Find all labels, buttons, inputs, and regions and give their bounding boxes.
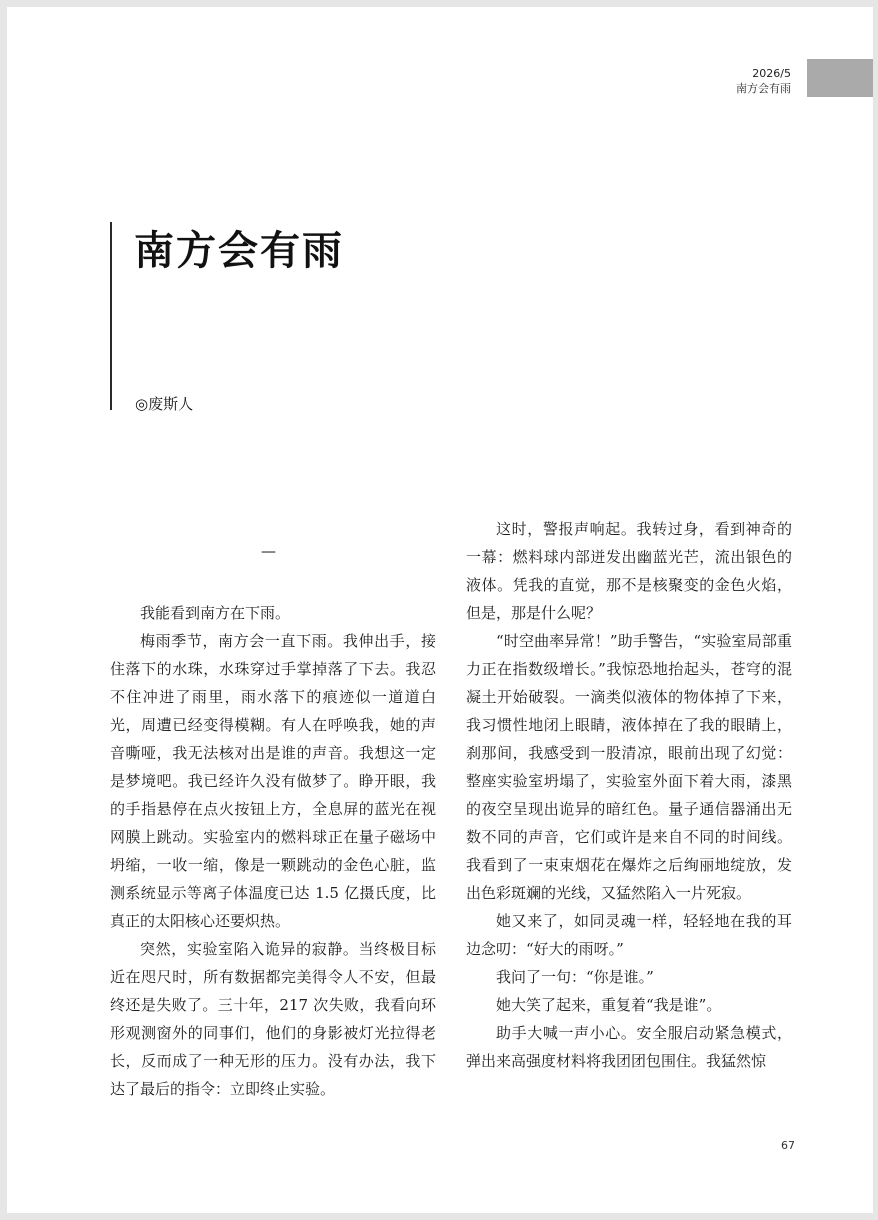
page-number: 67: [781, 1139, 795, 1152]
article-title: 南方会有雨: [134, 228, 344, 274]
section-marker: —: [261, 542, 276, 560]
paragraph: 这时，警报声响起。我转过身，看到神奇的一幕：燃料球内部迸发出幽蓝光芒，流出银色的液体。凭我的直觉，那不是核聚变的金色火焰，但是，那是什么呢？: [466, 520, 792, 622]
paragraph: 梅雨季节，南方会一直下雨。我伸出手，接住落下的水珠，水珠穿过手掌掉落了下去。我忍不住冲进了雨里，雨水落下的痕迹似一道道白光，周遭已经变得模糊。有人在呼唤我，她的声音嘶哑，我无法核对出是谁的声音。我想这一定是梦境吧。我已经许久没有做梦了。睁开眼，我的手指悬停在点火按钮上方，全息屏的蓝光在视网膜上跳动。实验室内的燃料球正在量子磁场中坍缩，一收一缩，像是一颗跳动的金色心脏，监测系统显示等离子体温度已达 1.5 亿摄氏度，比真正的太阳核心还要炽热。: [110, 632, 436, 930]
title-vertical-rule: [110, 222, 112, 410]
article-author: ◎废斯人: [135, 395, 194, 413]
paragraph: 她大笑了起来，重复着“我是谁”。: [496, 996, 722, 1014]
running-header: [736, 66, 791, 96]
issue-number: 2026/5: [752, 67, 791, 80]
paragraph: 她又来了，如同灵魂一样，轻轻地在我的耳边念叨：“好大的雨呀。”: [466, 912, 792, 958]
paragraph: 助手大喊一声小心。安全服启动紧急模式，弹出来高强度材料将我团团包围住。我猛然惊: [466, 1024, 792, 1070]
running-title: 南方会有雨: [736, 82, 791, 95]
paragraph: 突然，实验室陷入诡异的寂静。当终极目标近在咫尺时，所有数据都完美得令人不安，但最终还是失败了。三十年，217 次失败，我看向环形观测窗外的同事们，他们的身影被灯光拉得老长，反而成了一种无形的压力。没有办法，我下达了最后的指令：立即终止实验。: [110, 940, 436, 1098]
paragraph: “时空曲率异常！”助手警告，“实验室局部重力正在指数级增长。”我惊恐地抬起头，苍穹的混凝土开始破裂。一滴类似液体的物体掉了下来，我习惯性地闭上眼睛，液体掉在了我的眼睛上，刹那间，我感受到一股清凉，眼前出现了幻觉：整座实验室坍塌了，实验室外面下着大雨，漆黑的夜空呈现出诡异的暗红色。量子通信器涌出无数不同的声音，它们或许是来自不同的时间线。我看到了一束束烟花在爆炸之后绚丽地绽放，发出色彩斑斓的光线，又猛然陷入一片死寂。: [466, 632, 792, 902]
left-column: [110, 599, 436, 1103]
right-column: [466, 515, 792, 1075]
paragraph: 我能看到南方在下雨。: [140, 604, 291, 622]
paragraph: 我问了一句：“你是谁。”: [496, 968, 654, 986]
header-color-block: [807, 59, 873, 97]
page: [7, 7, 873, 1213]
